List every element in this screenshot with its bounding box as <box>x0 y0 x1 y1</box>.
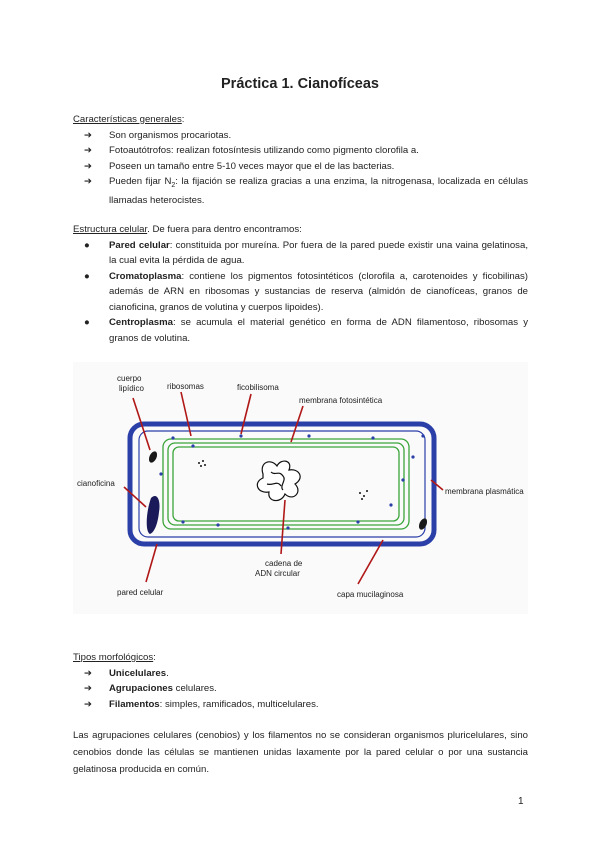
bullet-icon: ● <box>84 317 90 328</box>
morph-section <box>73 650 528 712</box>
list-item: ● Centroplasma: se acumula el material genético en forma de ADN filamentoso, ribosomas y granos de volutina. <box>84 317 528 344</box>
list-item: ➔ Agrupaciones celulares. <box>73 681 528 697</box>
cell-diagram-svg <box>73 362 528 614</box>
label-lipid-1: cuerpo <box>117 374 142 383</box>
morph-heading-line: Tipos morfológicos: <box>73 652 156 663</box>
arrow-icon: ➔ <box>84 667 93 679</box>
arrow-icon: ➔ <box>84 698 93 710</box>
general-heading: Características generales <box>73 114 182 125</box>
label-cianoficina: cianoficina <box>77 479 115 488</box>
label-dna-1: cadena de <box>265 559 303 568</box>
bullet-icon: ● <box>84 239 90 251</box>
morph-list <box>73 666 528 713</box>
lipid-body-shape <box>147 450 158 464</box>
dna-shape <box>257 461 300 501</box>
label-dna-2: ADN circular <box>255 569 300 578</box>
closing-paragraph: Las agrupaciones celulares (cenobios) y los filamentos no se consideran organismos pluricelulares, sino cenobios donde las células se mantienen unidas laxamente por la pared celular o por una sustancia gelatinosa producida en común. <box>73 730 528 775</box>
label-membrane-photo: membrana fotosintética <box>299 396 383 405</box>
structure-list <box>73 238 528 347</box>
label-lipid-2: lipídico <box>119 384 144 393</box>
general-list <box>73 128 528 209</box>
arrow-icon: ➔ <box>84 683 93 694</box>
arrow-icon: ➔ <box>84 176 93 187</box>
list-item: ➔ Poseen un tamaño entre 5-10 veces mayor que el de las bacterias. <box>73 159 528 175</box>
structure-heading: Estructura celular <box>73 224 148 235</box>
lipid-body-shape <box>417 517 428 531</box>
list-item: ● Pared celular: constituida por mureína. Por fuera de la pared puede existir una vaina gelatinosa, la cual evita la pérdida de agua. <box>84 239 528 266</box>
list-item: ➔ Fotoautótrofos: realizan fotosíntesis utilizando como pigmento clorofila a. <box>73 143 528 159</box>
arrow-icon: ➔ <box>84 145 93 156</box>
general-heading-line: Características generales: <box>73 114 185 125</box>
structure-heading-line: Estructura celular. De fuera para dentro encontramos: <box>73 224 302 235</box>
arrow-icon: ➔ <box>84 129 93 141</box>
arrow-icon: ➔ <box>84 160 93 172</box>
cianoficina-shape <box>147 496 160 534</box>
page-title: Práctica 1. Cianofíceas <box>221 76 379 92</box>
list-item: ➔ Pueden fijar $N_2$: la fijación se realiza gracias a una enzima, la nitrogenasa, localizada en células llamadas heterocistes. <box>84 176 529 207</box>
label-mucilage: capa mucilaginosa <box>337 590 404 599</box>
morph-heading: Tipos morfológicos <box>73 652 154 663</box>
cell-diagram <box>73 362 528 614</box>
list-item: ➔ Son organismos procariotas. <box>73 128 528 144</box>
bullet-icon: ● <box>84 270 90 282</box>
list-item: ● Cromatoplasma: contiene los pigmentos fotosintéticos (clorofila a, carotenoides y ficobilinas) además de ARN en ribosomas y sustancias de reserva (almidón de cianofíceas, granos de cianoficina, granos de volutina y cuerpos lipoides). <box>84 270 528 313</box>
list-item: ➔ Filamentos: simples, ramificados, multicelulares. <box>73 697 528 713</box>
label-ribosomes: ribosomas <box>167 382 204 391</box>
label-wall: pared celular <box>117 588 164 597</box>
list-item: ➔ Unicelulares. <box>73 666 528 682</box>
page-number: 1 <box>518 796 524 807</box>
label-ficobilisoma: ficobilisoma <box>237 383 279 392</box>
structure-section <box>73 222 528 346</box>
general-section <box>73 112 528 209</box>
label-membrane-plasma: membrana plasmática <box>445 487 524 496</box>
